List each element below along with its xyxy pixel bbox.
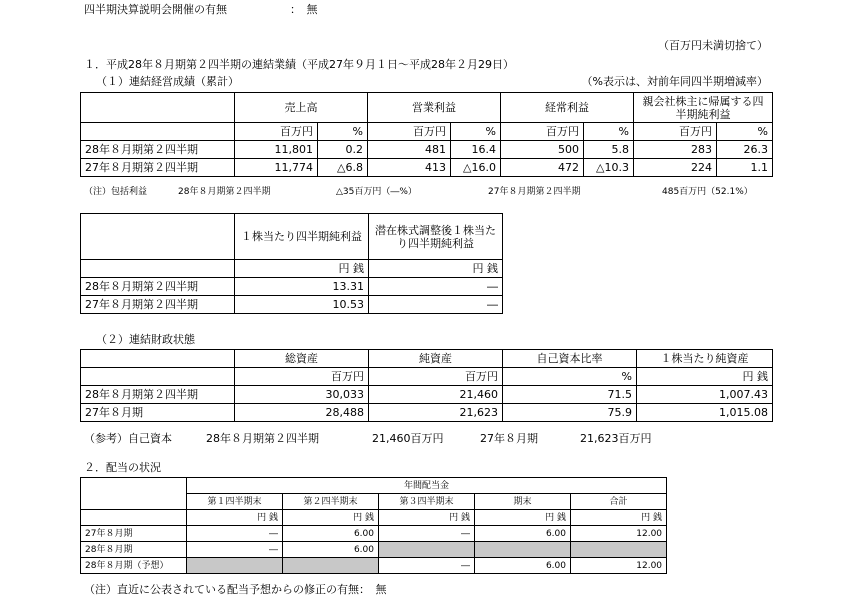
unit-cell: % bbox=[717, 123, 773, 141]
value-cell: 1,015.08 bbox=[637, 404, 773, 422]
reference-note-value1: 21,460百万円 bbox=[372, 432, 444, 445]
unit-cell: 百万円 bbox=[235, 123, 318, 141]
sub1-note: （%表示は、対前年同四半期増減率） bbox=[581, 75, 768, 88]
table-row bbox=[81, 278, 503, 296]
value-cell: 12.00 bbox=[571, 558, 667, 574]
header-total-assets: 総資産 bbox=[235, 350, 369, 368]
comprehensive-note-label: （注）包括利益 bbox=[84, 187, 148, 197]
unit-cell: 百万円 bbox=[368, 123, 451, 141]
unit-cell: % bbox=[584, 123, 634, 141]
shaded-cell bbox=[283, 558, 379, 574]
unit-cell: 円 銭 bbox=[637, 368, 773, 386]
unit-cell: 円 銭 bbox=[235, 260, 369, 278]
value-cell: 71.5 bbox=[503, 386, 637, 404]
value-cell: 11,774 bbox=[235, 159, 318, 177]
unit-cell: 円 銭 bbox=[379, 510, 475, 526]
value-cell: 283 bbox=[634, 141, 717, 159]
briefing-label: 四半期決算説明会開催の有無 bbox=[84, 3, 227, 16]
table-row bbox=[81, 159, 773, 177]
comprehensive-note-period2: 27年８月期第２四半期 bbox=[488, 187, 581, 197]
header-q3: 第３四半期末 bbox=[379, 494, 475, 510]
value-cell: 26.3 bbox=[717, 141, 773, 159]
value-cell: 6.00 bbox=[475, 526, 571, 542]
section1-title: １．平成28年８月期第２四半期の連結業績（平成27年９月１日～平成28年２月29日） bbox=[84, 58, 514, 71]
row-label: 27年８月期 bbox=[81, 526, 187, 542]
unit-cell: 百万円 bbox=[501, 123, 584, 141]
shaded-cell bbox=[475, 542, 571, 558]
comprehensive-note-value2: 485百万円（52.1%） bbox=[662, 187, 753, 197]
table-row bbox=[81, 542, 667, 558]
value-cell: 30,033 bbox=[235, 386, 369, 404]
table-row bbox=[81, 526, 667, 542]
value-cell: 11,801 bbox=[235, 141, 318, 159]
header-net-income: 親会社株主に帰属する四半期純利益 bbox=[634, 93, 773, 123]
row-label: 28年８月期（予想） bbox=[81, 558, 187, 574]
value-cell: ― bbox=[369, 296, 503, 314]
value-cell: 10.53 bbox=[235, 296, 369, 314]
header-eps: １株当たり四半期純利益 bbox=[235, 214, 369, 260]
value-cell: 13.31 bbox=[235, 278, 369, 296]
row-label: 28年８月期第２四半期 bbox=[81, 386, 235, 404]
value-cell: 28,488 bbox=[235, 404, 369, 422]
table-row bbox=[81, 386, 773, 404]
reference-note-period2: 27年８月期 bbox=[480, 432, 538, 445]
table-row bbox=[81, 404, 773, 422]
unit-cell: 百万円 bbox=[369, 368, 503, 386]
unit-cell: 円 銭 bbox=[475, 510, 571, 526]
corner-cell bbox=[81, 93, 235, 123]
reference-note-label: （参考）自己資本 bbox=[84, 432, 172, 445]
value-cell: 224 bbox=[634, 159, 717, 177]
unit-cell: 円 銭 bbox=[187, 510, 283, 526]
row-label: 27年８月期第２四半期 bbox=[81, 296, 235, 314]
header-diluted-eps: 潜在株式調整後１株当たり四半期純利益 bbox=[369, 214, 503, 260]
value-cell: ― bbox=[187, 526, 283, 542]
header-bps: １株当たり純資産 bbox=[637, 350, 773, 368]
value-cell: 472 bbox=[501, 159, 584, 177]
value-cell: △16.0 bbox=[451, 159, 501, 177]
unit-note: （百万円未満切捨て） bbox=[658, 39, 768, 52]
header-q1: 第１四半期末 bbox=[187, 494, 283, 510]
dividend-table bbox=[80, 477, 667, 574]
financial-table bbox=[80, 349, 773, 422]
shaded-cell bbox=[571, 542, 667, 558]
row-label: 28年８月期第２四半期 bbox=[81, 141, 235, 159]
header-sales: 売上高 bbox=[235, 93, 368, 123]
row-label: 28年８月期 bbox=[81, 542, 187, 558]
comprehensive-note-period1: 28年８月期第２四半期 bbox=[178, 187, 271, 197]
value-cell: 6.00 bbox=[475, 558, 571, 574]
value-cell: ― bbox=[187, 542, 283, 558]
value-cell: 16.4 bbox=[451, 141, 501, 159]
value-cell: 481 bbox=[368, 141, 451, 159]
table-row bbox=[81, 558, 667, 574]
briefing-value: ： 無 bbox=[290, 3, 318, 16]
value-cell: 75.9 bbox=[503, 404, 637, 422]
comprehensive-note-value1: △35百万円（―%） bbox=[336, 187, 417, 197]
sub2-title: （２）連結財政状態 bbox=[96, 333, 195, 346]
table-row bbox=[81, 296, 503, 314]
shaded-cell bbox=[187, 558, 283, 574]
value-cell: △10.3 bbox=[584, 159, 634, 177]
table-row bbox=[81, 141, 773, 159]
header-net-assets: 純資産 bbox=[369, 350, 503, 368]
reference-note-value2: 21,623百万円 bbox=[580, 432, 652, 445]
dividend-footnote: （注）直近に公表されている配当予想からの修正の有無： 無 bbox=[84, 583, 387, 596]
value-cell: ― bbox=[369, 278, 503, 296]
unit-cell: 円 銭 bbox=[571, 510, 667, 526]
value-cell: 6.00 bbox=[283, 526, 379, 542]
header-year-end: 期末 bbox=[475, 494, 571, 510]
unit-cell: 円 銭 bbox=[369, 260, 503, 278]
header-operating-income: 営業利益 bbox=[368, 93, 501, 123]
row-label: 28年８月期第２四半期 bbox=[81, 278, 235, 296]
value-cell: 21,623 bbox=[369, 404, 503, 422]
value-cell: 6.00 bbox=[283, 542, 379, 558]
value-cell: 0.2 bbox=[318, 141, 368, 159]
sub1-title: （１）連結経営成績（累計） bbox=[96, 75, 239, 88]
header-q2: 第２四半期末 bbox=[283, 494, 379, 510]
value-cell: 21,460 bbox=[369, 386, 503, 404]
results-table bbox=[80, 92, 773, 177]
header-total: 合計 bbox=[571, 494, 667, 510]
eps-table bbox=[80, 213, 503, 314]
value-cell: ― bbox=[379, 558, 475, 574]
unit-cell: 百万円 bbox=[235, 368, 369, 386]
header-equity-ratio: 自己資本比率 bbox=[503, 350, 637, 368]
unit-cell: % bbox=[451, 123, 501, 141]
value-cell: 5.8 bbox=[584, 141, 634, 159]
reference-note-period1: 28年８月期第２四半期 bbox=[206, 432, 319, 445]
row-label: 27年８月期 bbox=[81, 404, 235, 422]
dividend-group-header: 年間配当金 bbox=[187, 478, 667, 494]
unit-cell: % bbox=[503, 368, 637, 386]
value-cell: ― bbox=[379, 526, 475, 542]
value-cell: △6.8 bbox=[318, 159, 368, 177]
row-label: 27年８月期第２四半期 bbox=[81, 159, 235, 177]
header-ordinary-income: 経常利益 bbox=[501, 93, 634, 123]
shaded-cell bbox=[379, 542, 475, 558]
value-cell: 413 bbox=[368, 159, 451, 177]
value-cell: 12.00 bbox=[571, 526, 667, 542]
unit-cell: 百万円 bbox=[634, 123, 717, 141]
unit-cell: % bbox=[318, 123, 368, 141]
value-cell: 1,007.43 bbox=[637, 386, 773, 404]
value-cell: 500 bbox=[501, 141, 584, 159]
section2-title: ２．配当の状況 bbox=[84, 461, 161, 474]
unit-cell: 円 銭 bbox=[283, 510, 379, 526]
value-cell: 1.1 bbox=[717, 159, 773, 177]
